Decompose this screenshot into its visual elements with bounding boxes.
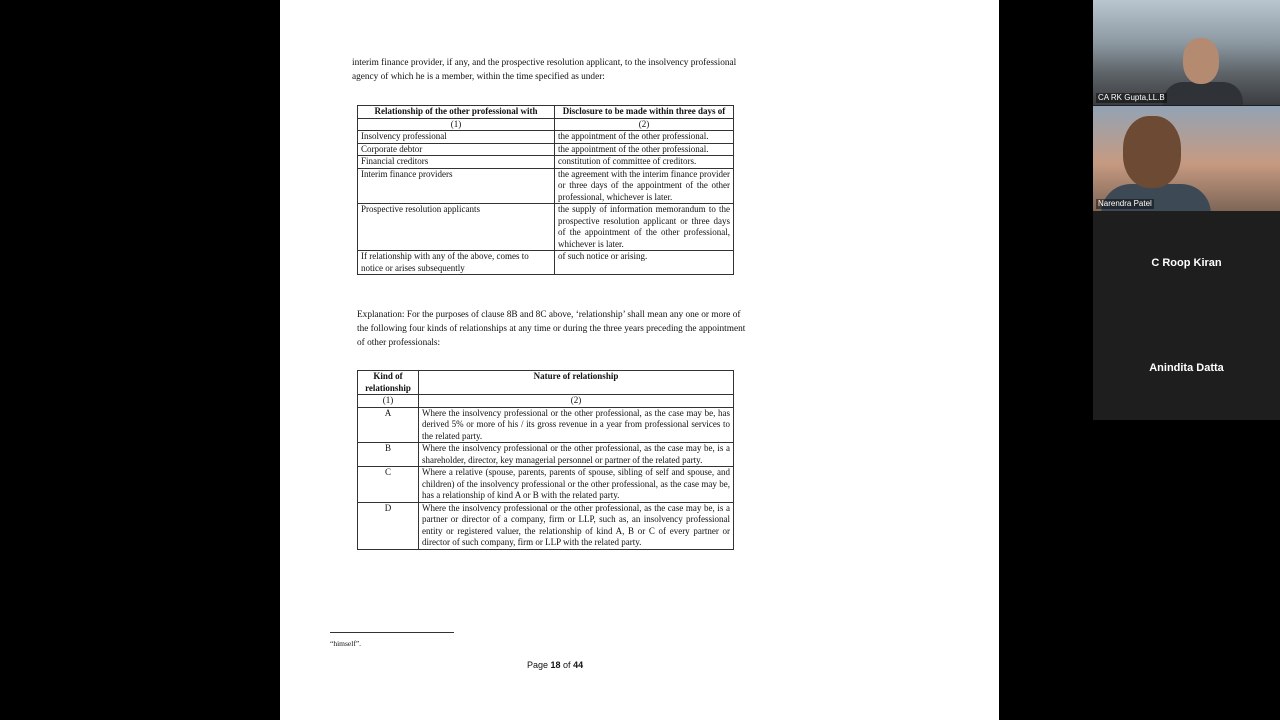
- cell-kind: B: [358, 443, 419, 467]
- footnote-divider: [330, 632, 454, 633]
- page-number: [527, 660, 583, 670]
- cell-relationship: If relationship with any of the above, comes to notice or arises subsequently: [358, 251, 555, 275]
- column-number: (1): [358, 395, 419, 408]
- table-row: [358, 467, 734, 503]
- page-current: 18: [550, 660, 561, 670]
- explanation-paragraph: Explanation: For the purposes of clause 8B and 8C above, ‘relationship’ shall mean any one or more of the following four kinds of relationships at any time or during the three years preceding the appointment of other professionals:: [357, 310, 746, 348]
- participants-panel: [1093, 0, 1280, 420]
- participant-face: [1123, 116, 1181, 188]
- table-header: Disclosure to be made within three days of: [555, 106, 734, 119]
- cell-disclosure: the supply of information memorandum to the prospective resolution applicant or three days of the appointment of the other professional, whichever is later.: [555, 204, 734, 251]
- shared-document-page: [280, 0, 999, 720]
- cell-kind: D: [358, 502, 419, 549]
- table-row: [358, 251, 734, 275]
- page-of: of: [560, 660, 574, 670]
- relationship-kinds-table: [357, 370, 734, 550]
- cell-kind: A: [358, 407, 419, 443]
- table-row: [358, 168, 734, 204]
- cell-nature: Where the insolvency professional or the other professional, as the case may be, has derived 5% or more of his / its gross revenue in a year from professional services to the related party.: [419, 407, 734, 443]
- cell-nature: Where the insolvency professional or the other professional, as the case may be, is a partner or director of a company, firm or LLP, such as, an insolvency professional entity or registered valuer, the relationship of kind A, B or C of every partner or director of such company, firm or LLP with the related party.: [419, 502, 734, 549]
- intro-paragraph: interim finance provider, if any, and the prospective resolution applicant, to the insolvency professional agency of which he is a member, within the time specified as under:: [352, 58, 737, 82]
- cell-disclosure: of such notice or arising.: [555, 251, 734, 275]
- table-row: [358, 131, 734, 144]
- table-header: Kind of relationship: [358, 371, 419, 395]
- table-header: Nature of relationship: [419, 371, 734, 395]
- cell-disclosure: the agreement with the interim finance provider or three days of the appointment of the other professional, whichever is later.: [555, 168, 734, 204]
- table-row: [358, 443, 734, 467]
- footnote: “himself”.: [330, 639, 362, 648]
- table-row: [358, 502, 734, 549]
- cell-disclosure: the appointment of the other professional.: [555, 143, 734, 156]
- participant-name: CA RK Gupta,LL.B: [1098, 93, 1165, 102]
- column-number: (2): [555, 118, 734, 131]
- page-total: 44: [573, 660, 584, 670]
- participant-tile-name-only[interactable]: Anindita Datta: [1149, 362, 1224, 374]
- column-number: (1): [358, 118, 555, 131]
- cell-relationship: Corporate debtor: [358, 143, 555, 156]
- participant-tile-video[interactable]: [1093, 106, 1280, 211]
- cell-disclosure: the appointment of the other professional.: [555, 131, 734, 144]
- cell-kind: C: [358, 467, 419, 503]
- participant-face: [1183, 38, 1219, 84]
- cell-relationship: Prospective resolution applicants: [358, 204, 555, 251]
- column-number: (2): [419, 395, 734, 408]
- table-row: [358, 204, 734, 251]
- participant-tile-name-only[interactable]: C Roop Kiran: [1151, 257, 1222, 269]
- table-row: [358, 143, 734, 156]
- disclosure-table: [357, 105, 734, 275]
- cell-disclosure: constitution of committee of creditors.: [555, 156, 734, 169]
- page-prefix: Page: [527, 660, 551, 670]
- cell-relationship: Interim finance providers: [358, 168, 555, 204]
- cell-relationship: Insolvency professional: [358, 131, 555, 144]
- participant-body: [1163, 82, 1243, 105]
- participant-tile-video[interactable]: [1093, 0, 1280, 105]
- table-header: Relationship of the other professional with: [358, 106, 555, 119]
- cell-relationship: Financial creditors: [358, 156, 555, 169]
- table-row: [358, 407, 734, 443]
- cell-nature: Where a relative (spouse, parents, parents of spouse, sibling of self and spouse, and children) of the insolvency professional or the other professional, as the case may be, has a relationship of kind A or B with the related party.: [419, 467, 734, 503]
- table-row: [358, 156, 734, 169]
- cell-nature: Where the insolvency professional or the other professional, as the case may be, is a shareholder, director, key managerial personnel or partner of the related party.: [419, 443, 734, 467]
- participant-name: Narendra Patel: [1098, 199, 1152, 208]
